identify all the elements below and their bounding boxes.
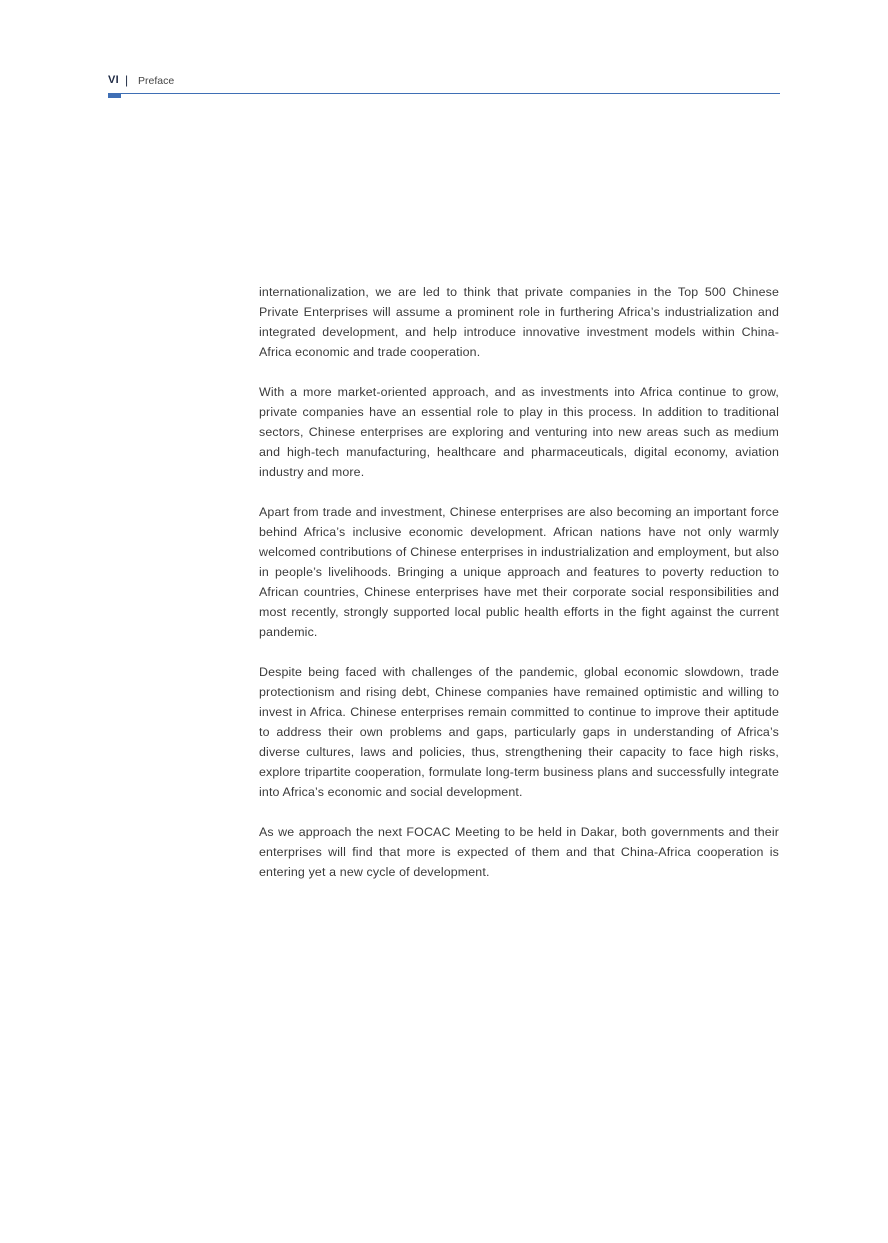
page-number: VI xyxy=(108,74,119,86)
body-text xyxy=(259,282,779,902)
paragraph-5: As we approach the next FOCAC Meeting to be held in Dakar, both governments and their enterprises will find that more is expected of them and that China-Africa cooperation is entering yet a new cycle of development. xyxy=(259,825,779,879)
header-separator: | xyxy=(125,73,129,87)
header-rule xyxy=(108,93,780,94)
paragraph-3: Apart from trade and investment, Chinese enterprises are also becoming an important force behind Africa’s inclusive economic development. African nations have not only warmly welcomed contributions of Chinese enterprises in industrialization and employment, but also in people’s livelihoods. Bringing a unique approach and features to poverty reduction to African countries, Chinese enterprises have met their corporate social responsibilities and most recently, strongly supported local public health efforts in the fight against the current pandemic. xyxy=(259,505,779,639)
page-header xyxy=(108,72,780,98)
section-title: Preface xyxy=(138,75,175,87)
paragraph-2: With a more market-oriented approach, and as investments into Africa continue to grow, private companies have an essential role to play in this process. In addition to traditional sectors, Chinese enterprises are exploring and venturing into new areas such as medium and high-tech manufacturing, healthcare and pharmaceuticals, digital economy, aviation industry and more. xyxy=(259,385,779,479)
paragraph-4: Despite being faced with challenges of the pandemic, global economic slowdown, trade protectionism and rising debt, Chinese companies have remained optimistic and willing to invest in Africa. Chinese enterprises remain committed to continue to improve their aptitude to address their own problems and gaps, particularly gaps in understanding of Africa’s diverse cultures, laws and policies, thus, strengthening their capacity to face high risks, explore tripartite cooperation, formulate long-term business plans and successfully integrate into Africa’s economic and social development. xyxy=(259,665,779,799)
paragraph-1: internationalization, we are led to think that private companies in the Top 500 Chinese Private Enterprises will assume a prominent role in furthering Africa’s industrialization and integrated development, and help introduce innovative investment models within China-Africa economic and trade cooperation. xyxy=(259,285,779,359)
header-accent-marker xyxy=(108,93,121,98)
